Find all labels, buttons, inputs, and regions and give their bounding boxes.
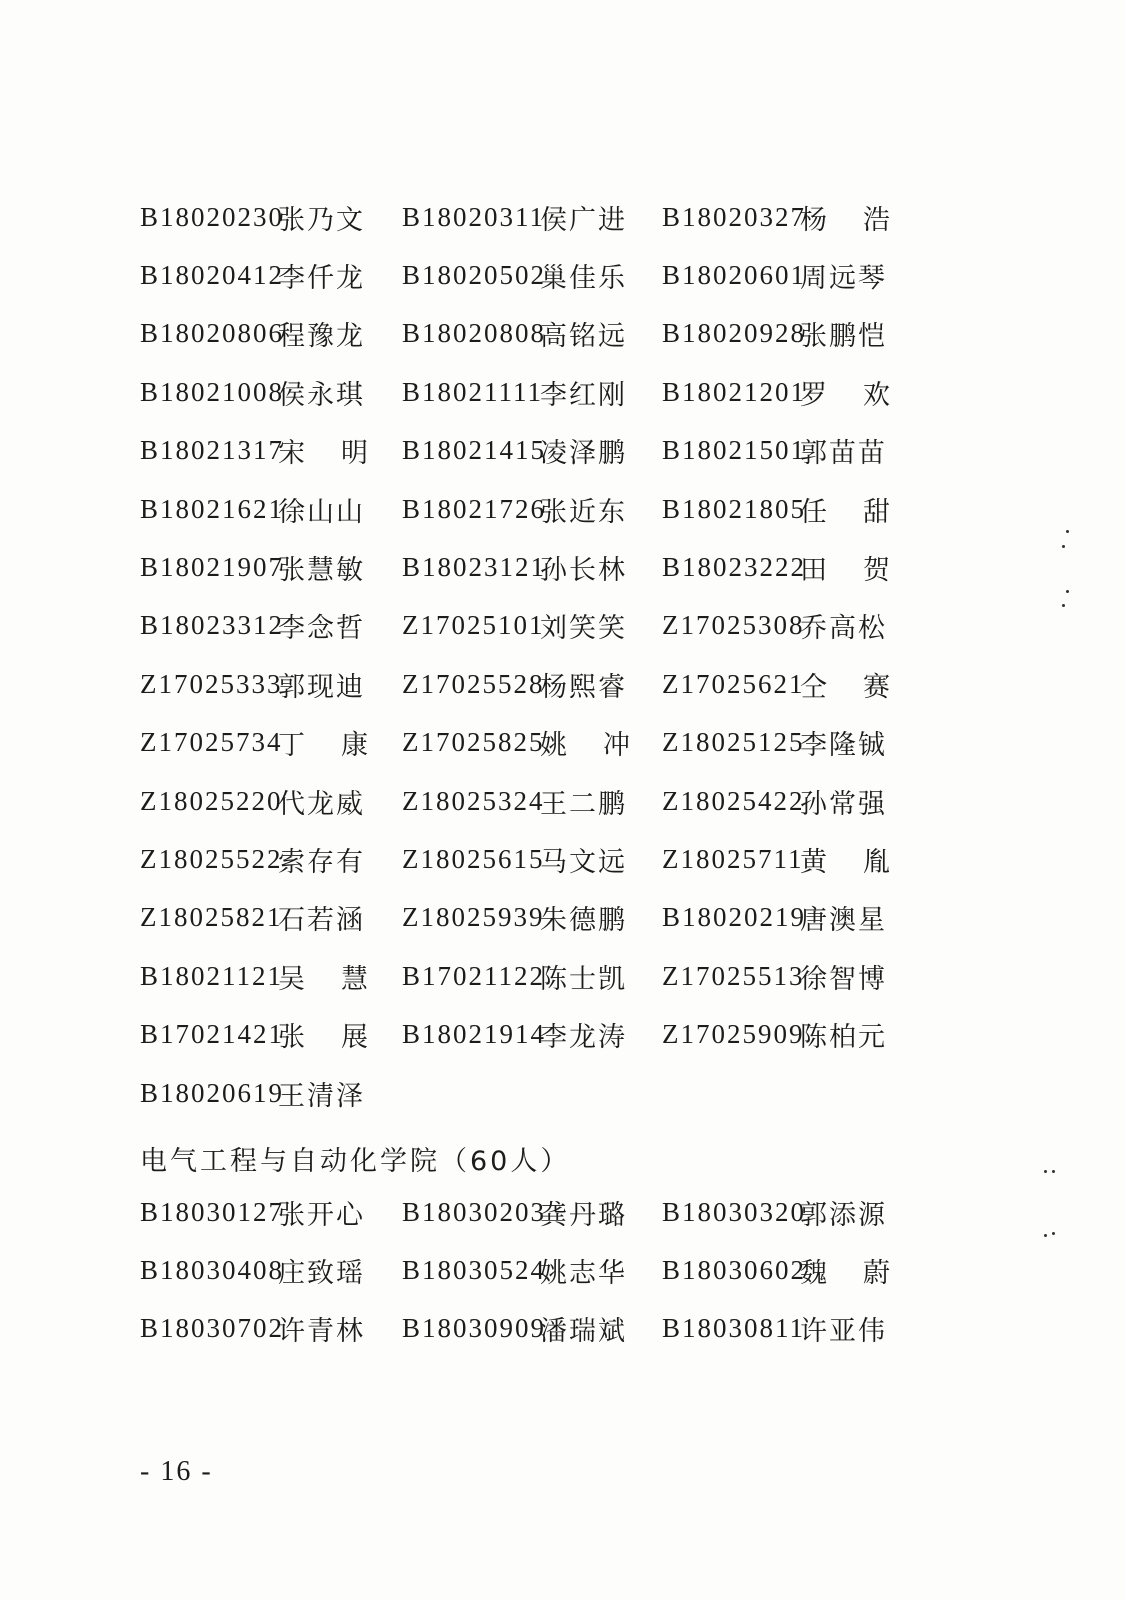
student-id: B18021726 [402, 493, 547, 524]
student-entry [662, 956, 890, 996]
student-entry [140, 255, 368, 295]
student-entry [140, 489, 368, 529]
student-id: B18020502 [402, 259, 547, 290]
student-name: 宋 明 [278, 438, 368, 470]
student-id: B17021122 [402, 960, 546, 991]
student-entry [402, 1015, 630, 1055]
student-name: 朱德鹏 [540, 905, 627, 937]
student-name: 姚 冲 [540, 730, 630, 762]
student-name: 李仟龙 [278, 262, 365, 294]
student-entry [402, 372, 630, 412]
page-number: - 16 - [140, 1456, 213, 1487]
student-name: 仝 赛 [800, 671, 890, 703]
student-name: 徐智博 [800, 963, 887, 995]
student-id: B18021201 [662, 376, 807, 407]
student-name: 郭苗苗 [800, 438, 887, 470]
student-name: 许青林 [278, 1316, 365, 1348]
student-id: B18020327 [662, 201, 807, 232]
student-entry [662, 372, 890, 412]
student-name: 郭添源 [800, 1199, 887, 1231]
student-name: 刘笑笑 [540, 613, 627, 645]
student-id: Z18025939 [402, 902, 545, 933]
student-id: Z18025821 [140, 902, 283, 933]
student-name: 李龙涛 [540, 1022, 627, 1054]
student-entry [662, 898, 890, 938]
student-id: B18030909 [402, 1313, 547, 1344]
student-entry [402, 431, 630, 471]
student-name: 陈士凯 [540, 963, 627, 995]
student-name: 罗 欢 [800, 379, 890, 411]
student-entry [402, 314, 630, 354]
student-id: Z17025308 [662, 610, 805, 641]
student-entry [140, 1015, 368, 1055]
scan-speck [1052, 1170, 1055, 1173]
student-entry [662, 781, 890, 821]
student-name: 周远琴 [800, 262, 887, 294]
student-entry [402, 898, 630, 938]
student-name: 王二鹏 [540, 788, 627, 820]
student-id: B18021805 [662, 493, 807, 524]
student-entry [402, 723, 630, 763]
scan-speck [1044, 1234, 1047, 1237]
student-name: 马文远 [540, 846, 627, 878]
student-id: B18020230 [140, 201, 285, 232]
student-entry [140, 314, 368, 354]
student-name: 侯永琪 [278, 379, 365, 411]
student-entry [402, 255, 630, 295]
student-name: 杨熙睿 [540, 671, 627, 703]
scan-speck [1066, 530, 1069, 533]
student-id: Z17025621 [662, 668, 805, 699]
student-name: 徐山山 [278, 496, 365, 528]
scan-speck [1052, 1232, 1055, 1235]
student-name: 丁 康 [278, 730, 368, 762]
student-id: Z18025711 [662, 843, 804, 874]
student-entry [662, 1192, 890, 1232]
student-entry [662, 314, 890, 354]
student-name: 潘瑞斌 [540, 1316, 627, 1348]
student-id: B18020412 [140, 259, 285, 290]
student-id: Z18025615 [402, 843, 545, 874]
student-name: 石若涵 [278, 905, 365, 937]
student-name: 姚志华 [540, 1257, 627, 1289]
student-id: Z18025125 [662, 727, 805, 758]
student-name: 郭现迪 [278, 671, 365, 703]
student-entry [140, 606, 368, 646]
student-id: B18030127 [140, 1196, 285, 1227]
student-id: B18021621 [140, 493, 285, 524]
student-entry [140, 781, 368, 821]
student-name: 孙常强 [800, 788, 887, 820]
student-id: B18021111 [402, 376, 544, 407]
student-entry [140, 547, 368, 587]
student-id: B18023312 [140, 610, 285, 641]
student-name: 高铭远 [540, 321, 627, 353]
student-entry [140, 372, 368, 412]
student-name: 李隆铖 [800, 730, 887, 762]
student-entry [662, 431, 890, 471]
student-entry [402, 781, 630, 821]
student-name: 代龙威 [278, 788, 365, 820]
student-entry [140, 1192, 368, 1232]
student-entry [140, 956, 368, 996]
student-entry [140, 898, 368, 938]
student-id: Z17025513 [662, 960, 805, 991]
student-id: Z17025734 [140, 727, 283, 758]
student-entry [662, 547, 890, 587]
student-id: Z17025101 [402, 610, 545, 641]
scan-speck [1066, 590, 1069, 593]
student-entry [140, 1073, 368, 1113]
student-entry [140, 1250, 368, 1290]
student-name: 吴 慧 [278, 963, 368, 995]
student-entry [402, 197, 630, 237]
student-entry [402, 547, 630, 587]
student-id: B18020808 [402, 318, 547, 349]
student-id: B18020219 [662, 902, 807, 933]
student-entry [140, 723, 368, 763]
student-entry [662, 1250, 890, 1290]
student-entry [662, 723, 890, 763]
student-id: B18030811 [662, 1313, 806, 1344]
scan-speck [1044, 1170, 1047, 1173]
student-name: 张近东 [540, 496, 627, 528]
student-entry [140, 664, 368, 704]
student-id: B18020806 [140, 318, 285, 349]
student-entry [140, 431, 368, 471]
student-id: B18020601 [662, 259, 807, 290]
scan-speck [1062, 604, 1065, 607]
student-name: 魏 蔚 [800, 1257, 890, 1289]
student-name: 田 贺 [800, 554, 890, 586]
student-name: 乔高松 [800, 613, 887, 645]
scan-speck [1062, 545, 1065, 548]
student-entry [402, 664, 630, 704]
student-entry [140, 839, 368, 879]
student-id: B18021501 [662, 435, 807, 466]
student-id: B18030602 [662, 1254, 807, 1285]
student-id: B18023121 [402, 551, 547, 582]
student-id: B18030702 [140, 1313, 285, 1344]
student-id: B18021008 [140, 376, 285, 407]
student-id: Z17025333 [140, 668, 283, 699]
student-id: Z18025422 [662, 785, 805, 816]
student-name: 王清泽 [278, 1080, 365, 1112]
student-name: 张鹏恺 [800, 321, 887, 353]
student-name: 庄致瑶 [278, 1257, 365, 1289]
student-entry [662, 489, 890, 529]
section-heading: 电气工程与自动化学院（60人） [140, 1145, 571, 1177]
student-entry [662, 1015, 890, 1055]
student-id: B18021317 [140, 435, 285, 466]
student-id: Z17025825 [402, 727, 545, 758]
student-name: 凌泽鹏 [540, 438, 627, 470]
student-name: 巢佳乐 [540, 262, 627, 294]
student-id: Z17025528 [402, 668, 545, 699]
student-name: 陈柏元 [800, 1022, 887, 1054]
student-id: B18030524 [402, 1254, 547, 1285]
student-entry [662, 839, 890, 879]
student-id: Z17025909 [662, 1019, 805, 1050]
student-name: 程豫龙 [278, 321, 365, 353]
student-entry [662, 197, 890, 237]
student-entry [402, 489, 630, 529]
student-entry [662, 255, 890, 295]
student-id: B17021421 [140, 1019, 285, 1050]
student-name: 侯广进 [540, 204, 627, 236]
student-entry [662, 606, 890, 646]
student-name: 索存有 [278, 846, 365, 878]
student-entry [662, 1309, 890, 1349]
student-entry [402, 1250, 630, 1290]
student-entry [402, 1309, 630, 1349]
student-name: 许亚伟 [800, 1316, 887, 1348]
student-id: B18021907 [140, 551, 285, 582]
student-id: B18023222 [662, 551, 807, 582]
student-id: B18030408 [140, 1254, 285, 1285]
student-entry [402, 1192, 630, 1232]
student-entry [140, 197, 368, 237]
student-entry [402, 839, 630, 879]
student-id: B18020619 [140, 1077, 285, 1108]
student-name: 张 展 [278, 1022, 368, 1054]
student-name: 李念哲 [278, 613, 365, 645]
student-id: B18021415 [402, 435, 547, 466]
student-id: B18020928 [662, 318, 807, 349]
student-id: B18030203 [402, 1196, 547, 1227]
student-entry [402, 606, 630, 646]
student-id: B18021914 [402, 1019, 547, 1050]
student-name: 龚丹璐 [540, 1199, 627, 1231]
student-name: 黄 胤 [800, 846, 890, 878]
student-name: 张慧敏 [278, 554, 365, 586]
student-entry [662, 664, 890, 704]
student-id: Z18025324 [402, 785, 545, 816]
student-name: 唐澳星 [800, 905, 887, 937]
student-entry [402, 956, 630, 996]
student-name: 孙长林 [540, 554, 627, 586]
student-name: 杨 浩 [800, 204, 890, 236]
student-id: Z18025220 [140, 785, 283, 816]
student-name: 张开心 [278, 1199, 365, 1231]
student-id: B18020311 [402, 201, 546, 232]
student-entry [140, 1309, 368, 1349]
student-name: 张乃文 [278, 204, 365, 236]
student-id: B18021121 [140, 960, 284, 991]
student-name: 任 甜 [800, 496, 890, 528]
student-name: 李红刚 [540, 379, 627, 411]
student-id: Z18025522 [140, 843, 283, 874]
student-id: B18030320 [662, 1196, 807, 1227]
